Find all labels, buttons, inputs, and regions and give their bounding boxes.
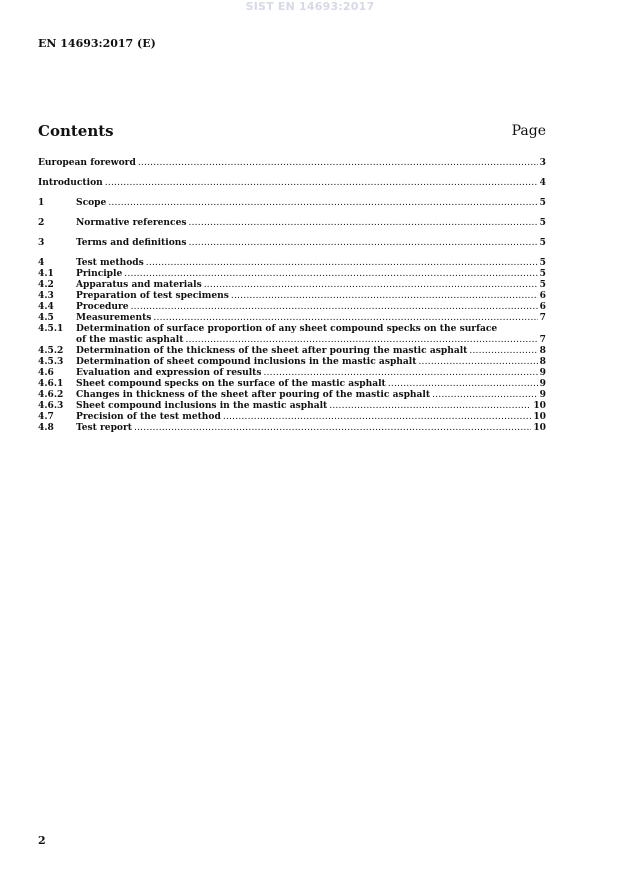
leader-dots	[329, 401, 531, 412]
toc-entry-4-7[interactable]	[38, 411, 546, 422]
toc-entry-4-3[interactable]	[38, 290, 546, 301]
toc-entry-european-foreword[interactable]	[38, 157, 546, 168]
toc-entry-page: 9	[539, 378, 546, 389]
toc-entry-number: 4.5.1	[38, 323, 64, 334]
leader-dots	[204, 280, 538, 291]
toc-entry-page: 10	[533, 400, 546, 411]
leader-dots	[108, 198, 537, 209]
toc-entry-4-5-1[interactable]	[38, 323, 546, 334]
toc-entry-2[interactable]	[38, 217, 546, 228]
toc-entry-title: Evaluation and expression of results	[76, 367, 262, 378]
toc-entry-number: 4.4	[38, 301, 54, 312]
toc-entry-1[interactable]	[38, 197, 546, 208]
toc-entry-number: 4.8	[38, 422, 54, 433]
toc-entry-title: Precision of the test method	[76, 411, 221, 422]
leader-dots	[189, 238, 538, 249]
toc-entry-page: 9	[539, 389, 546, 400]
toc-entry-4-1[interactable]	[38, 268, 546, 279]
toc-entry-number: 4.7	[38, 411, 54, 422]
table-of-contents	[38, 157, 546, 433]
toc-entry-title: European foreword	[38, 157, 136, 168]
toc-entry-number: 4.5.2	[38, 345, 64, 356]
document-id: EN 14693:2017 (E)	[38, 37, 156, 50]
toc-entry-number: 4.6.1	[38, 378, 64, 389]
toc-entry-title: Test methods	[76, 257, 144, 268]
leader-dots	[432, 390, 538, 401]
toc-entry-4-5-2[interactable]	[38, 345, 546, 356]
toc-entry-title: Normative references	[76, 217, 187, 228]
toc-entry-page: 4	[539, 177, 546, 188]
toc-entry-page: 8	[539, 356, 546, 367]
watermark-text: SIST EN 14693:2017	[245, 0, 375, 13]
toc-entry-number: 4.2	[38, 279, 54, 290]
toc-entry-4-6[interactable]	[38, 367, 546, 378]
toc-entry-4-5[interactable]	[38, 312, 546, 323]
leader-dots	[223, 412, 531, 423]
toc-entry-page: 5	[539, 237, 546, 248]
toc-entry-title: Changes in thickness of the sheet after pouring of the mastic asphalt	[76, 389, 431, 400]
toc-entry-number: 2	[38, 217, 45, 228]
leader-dots	[418, 357, 537, 368]
toc-entry-title: Terms and definitions	[76, 237, 187, 248]
toc-entry-page: 5	[539, 279, 546, 290]
toc-entry-4-2[interactable]	[38, 279, 546, 290]
toc-entry-3[interactable]	[38, 237, 546, 248]
toc-entry-4-6-1[interactable]	[38, 378, 546, 389]
toc-entry-title: Apparatus and materials	[76, 279, 202, 290]
toc-entry-page: 3	[539, 157, 546, 168]
toc-entry-number: 3	[38, 237, 45, 248]
toc-entry-number: 4.3	[38, 290, 54, 301]
toc-entry-page: 6	[539, 290, 546, 301]
toc-entry-title: Principle	[76, 268, 123, 279]
toc-entry-title: Preparation of test specimens	[76, 290, 229, 301]
leader-dots	[131, 302, 538, 313]
toc-entry-page: 7	[539, 312, 546, 323]
toc-entry-title: Test report	[76, 422, 132, 433]
toc-entry-4-4[interactable]	[38, 301, 546, 312]
toc-entry-page: 5	[539, 257, 546, 268]
toc-entry-4-6-3[interactable]	[38, 400, 546, 411]
page-column-label: Page	[511, 123, 546, 139]
toc-entry-title: Sheet compound specks on the surface of the mastic asphalt	[76, 378, 386, 389]
leader-dots	[134, 423, 531, 434]
toc-entry-page: 10	[533, 422, 546, 433]
toc-entry-page: 7	[539, 334, 546, 345]
toc-entry-number: 1	[38, 197, 45, 208]
toc-entry-page: 5	[539, 217, 546, 228]
toc-entry-page: 9	[539, 367, 546, 378]
toc-entry-4[interactable]	[38, 257, 546, 268]
page-number: 2	[38, 834, 46, 847]
toc-entry-title: Measurements	[76, 312, 152, 323]
toc-entry-title: Determination of sheet compound inclusions in the mastic asphalt	[76, 356, 417, 367]
toc-entry-number: 4.6.2	[38, 389, 64, 400]
toc-entry-title: Determination of the thickness of the sheet after pouring the mastic asphalt	[76, 345, 468, 356]
toc-entry-title: of the mastic asphalt	[76, 334, 184, 345]
leader-dots	[231, 291, 538, 302]
toc-entry-page: 10	[533, 411, 546, 422]
toc-entry-4-5-3[interactable]	[38, 356, 546, 367]
toc-entry-page: 6	[539, 301, 546, 312]
toc-entry-number: 4.6.3	[38, 400, 64, 411]
toc-entry-page: 5	[539, 197, 546, 208]
toc-entry-page: 8	[539, 345, 546, 356]
leader-dots	[105, 178, 538, 189]
toc-entry-4-8[interactable]	[38, 422, 546, 433]
toc-entry-page: 5	[539, 268, 546, 279]
toc-entry-number: 4.6	[38, 367, 54, 378]
toc-entry-4-5-1-continued[interactable]	[38, 334, 546, 345]
toc-entry-title: Procedure	[76, 301, 129, 312]
leader-dots	[138, 158, 538, 169]
toc-entry-4-6-2[interactable]	[38, 389, 546, 400]
toc-entry-number: 4.5	[38, 312, 54, 323]
toc-entry-number: 4.1	[38, 268, 54, 279]
contents-heading: Contents	[38, 122, 114, 140]
toc-entry-number: 4.5.3	[38, 356, 64, 367]
toc-entry-number: 4	[38, 257, 45, 268]
toc-entry-introduction[interactable]	[38, 177, 546, 188]
toc-entry-title: Sheet compound inclusions in the mastic asphalt	[76, 400, 328, 411]
toc-entry-title: Determination of surface proportion of any sheet compound specks on the surface	[76, 323, 498, 334]
leader-dots	[469, 346, 537, 357]
toc-entry-title: Introduction	[38, 177, 103, 188]
leader-dots	[146, 258, 538, 269]
leader-dots	[188, 218, 537, 229]
toc-entry-title: Scope	[76, 197, 107, 208]
